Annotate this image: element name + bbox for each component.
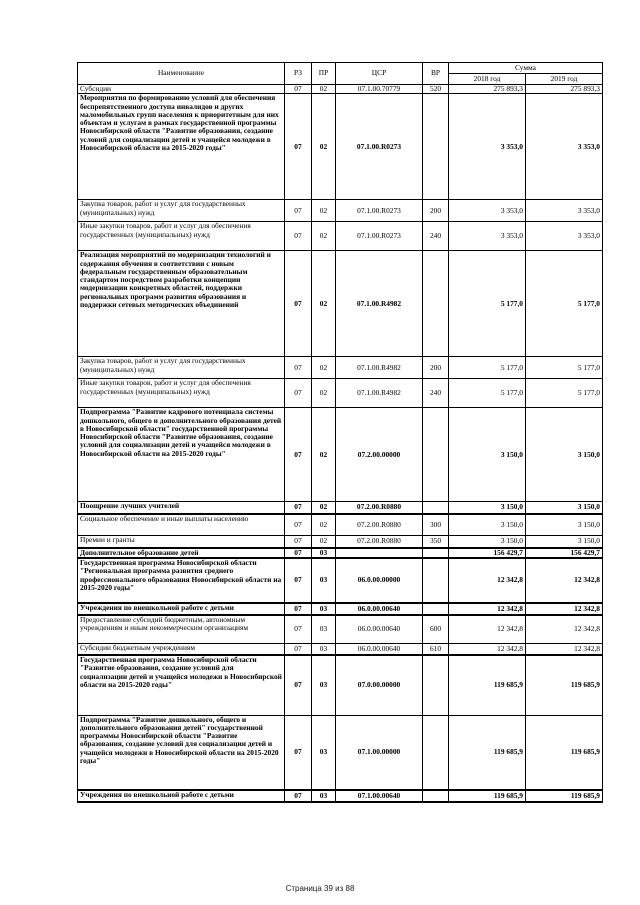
page-number: Страница 39 из 88	[285, 884, 355, 893]
row-pr: 02	[312, 408, 336, 502]
row-pr: 02	[312, 502, 336, 514]
row-amount-2018: 3 150,0	[449, 408, 526, 502]
row-amount-2018: 5 177,0	[449, 379, 526, 408]
row-csr: 06.0.00.00640	[336, 603, 423, 615]
row-rz: 07	[285, 408, 312, 502]
row-pr: 02	[312, 85, 336, 94]
row-amount-2018: 156 429,7	[449, 548, 526, 558]
row-vr	[423, 558, 449, 603]
row-rz: 07	[285, 655, 312, 715]
table-row	[78, 94, 603, 200]
row-csr: 07.2.00.00000	[336, 408, 423, 502]
row-csr: 07.1.00.R4982	[336, 379, 423, 408]
row-vr: 240	[423, 222, 449, 251]
row-amount-2018: 119 685,9	[449, 790, 526, 802]
row-vr: 240	[423, 379, 449, 408]
table-row	[78, 643, 603, 655]
row-amount-2018: 12 342,8	[449, 558, 526, 603]
row-csr: 07.1.00.R0273	[336, 94, 423, 200]
row-amount-2019: 3 353,0	[526, 94, 603, 200]
row-amount-2019: 3 353,0	[526, 222, 603, 251]
row-pr: 03	[312, 548, 336, 558]
table-row	[78, 514, 603, 536]
row-rz: 07	[285, 502, 312, 514]
row-name: Дополнительное образование детей	[78, 548, 285, 558]
row-csr: 07.1.00.70779	[336, 85, 423, 94]
row-amount-2019: 3 150,0	[526, 502, 603, 514]
row-amount-2019: 3 150,0	[526, 536, 603, 548]
row-name: Предоставление субсидий бюджетным, автономным учреждениям и иным некоммерческим организациям	[78, 615, 285, 643]
row-pr: 02	[312, 222, 336, 251]
row-pr: 03	[312, 655, 336, 715]
col-sum-header: Сумма	[449, 63, 603, 74]
row-pr: 03	[312, 643, 336, 655]
table-row	[78, 558, 603, 603]
row-name: Мероприятия по формированию условий для обеспечения беспрепятственного доступа инвалидов и других маломобильных групп населения к приоритетным для них объектам и услугам в рамках государственной программы Новосибирской области "Развитие образования, создание условий для социализации детей и учащейся молодежи в Новосибирской области на 2015-2020 годы"	[78, 94, 285, 200]
row-name: Субсидии	[78, 85, 285, 94]
row-amount-2018: 119 685,9	[449, 655, 526, 715]
col-rz-header: РЗ	[285, 63, 312, 85]
row-vr: 520	[423, 85, 449, 94]
row-pr: 03	[312, 603, 336, 615]
row-vr	[423, 408, 449, 502]
row-rz: 07	[285, 643, 312, 655]
row-rz: 07	[285, 379, 312, 408]
row-amount-2018: 3 150,0	[449, 502, 526, 514]
row-amount-2019: 119 685,9	[526, 715, 603, 790]
row-vr: 300	[423, 514, 449, 536]
row-amount-2018: 119 685,9	[449, 715, 526, 790]
row-pr: 02	[312, 251, 336, 357]
row-rz: 07	[285, 200, 312, 222]
row-amount-2018: 12 342,8	[449, 603, 526, 615]
row-amount-2018: 3 150,0	[449, 536, 526, 548]
table-row	[78, 715, 603, 790]
row-rz: 07	[285, 514, 312, 536]
row-amount-2019: 5 177,0	[526, 251, 603, 357]
row-name: Подпрограмма "Развитие дошкольного, общего и дополнительного образования детей" государственной программы Новосибирской области "Развитие образования, создание условий для социализации детей и учащейся молодежи в Новосибирской области на 2015-2020 годы"	[78, 715, 285, 790]
row-amount-2019: 156 429,7	[526, 548, 603, 558]
row-rz: 07	[285, 615, 312, 643]
row-vr: 600	[423, 615, 449, 643]
row-rz: 07	[285, 85, 312, 94]
row-amount-2018: 3 353,0	[449, 222, 526, 251]
row-amount-2018: 3 353,0	[449, 200, 526, 222]
row-vr: 610	[423, 643, 449, 655]
row-csr: 07.1.00.R0273	[336, 200, 423, 222]
table-row	[78, 502, 603, 514]
row-name: Социальное обеспечение и иные выплаты населению	[78, 514, 285, 536]
row-name: Подпрограмма "Развитие кадрового потенциала системы дошкольного, общего и дополнительного образования детей в Новосибирской области" государственной программы Новосибирской области "Развитие образования, создание условий для социализации детей и учащейся молодежи в Новосибирской области на 2015-2020 годы"	[78, 408, 285, 502]
col-name-header: Наименование	[78, 63, 285, 85]
row-name: Закупка товаров, работ и услуг для государственных (муниципальных) нужд	[78, 357, 285, 379]
row-csr: 07.1.00.00640	[336, 790, 423, 802]
row-rz: 07	[285, 548, 312, 558]
row-name: Иные закупки товаров, работ и услуг для обеспечения государственных (муниципальных) нужд	[78, 222, 285, 251]
row-rz: 07	[285, 603, 312, 615]
row-amount-2019: 12 342,8	[526, 558, 603, 603]
table-row	[78, 615, 603, 643]
row-amount-2019: 3 150,0	[526, 408, 603, 502]
row-rz: 07	[285, 536, 312, 548]
col-vr-header: ВР	[423, 63, 449, 85]
row-pr: 02	[312, 514, 336, 536]
row-name: Учреждения по внешкольной работе с детьми	[78, 790, 285, 802]
row-rz: 07	[285, 251, 312, 357]
row-csr: 06.0.00.00640	[336, 643, 423, 655]
table-row	[78, 790, 603, 802]
table-row	[78, 357, 603, 379]
table-row	[78, 603, 603, 615]
row-amount-2019: 12 342,8	[526, 643, 603, 655]
row-csr: 07.2.00.R0880	[336, 502, 423, 514]
row-csr: 07.1.00.R4982	[336, 251, 423, 357]
table-row	[78, 200, 603, 222]
row-pr: 03	[312, 615, 336, 643]
row-csr: 07.1.00.R4982	[336, 357, 423, 379]
row-rz: 07	[285, 558, 312, 603]
row-name: Учреждения по внешкольной работе с детьми	[78, 603, 285, 615]
row-pr: 02	[312, 357, 336, 379]
row-csr: 06.0.00.00640	[336, 615, 423, 643]
row-amount-2019: 12 342,8	[526, 603, 603, 615]
row-vr	[423, 655, 449, 715]
row-vr	[423, 502, 449, 514]
row-amount-2018: 12 342,8	[449, 615, 526, 643]
row-pr: 02	[312, 536, 336, 548]
row-vr: 200	[423, 200, 449, 222]
row-csr: 07.1.00.00000	[336, 715, 423, 790]
row-vr	[423, 603, 449, 615]
row-name: Реализация мероприятий по модернизации технологий и содержания обучения в соответствии с новым федеральным государственным образовательным стандартом посредством разработки концепции модернизации конкретных областей, поддержки региональных программ развития образования и поддержки сетевых методических объединений	[78, 251, 285, 357]
row-rz: 07	[285, 94, 312, 200]
row-amount-2018: 3 150,0	[449, 514, 526, 536]
table-body	[78, 85, 603, 803]
row-pr: 02	[312, 94, 336, 200]
row-amount-2018: 12 342,8	[449, 643, 526, 655]
row-pr: 03	[312, 790, 336, 802]
budget-table	[77, 62, 603, 803]
row-vr	[423, 790, 449, 802]
table-row	[78, 655, 603, 715]
row-amount-2019: 275 893,3	[526, 85, 603, 94]
col-pr-header: ПР	[312, 63, 336, 85]
table-row	[78, 379, 603, 408]
col-2018-header: 2018 год	[449, 74, 526, 85]
row-amount-2019: 3 353,0	[526, 200, 603, 222]
table-row	[78, 85, 603, 94]
row-name: Поощрение лучших учителей	[78, 502, 285, 514]
table-row	[78, 251, 603, 357]
row-csr: 07.2.00.R0880	[336, 536, 423, 548]
row-rz: 07	[285, 715, 312, 790]
row-name: Закупка товаров, работ и услуг для государственных (муниципальных) нужд	[78, 200, 285, 222]
row-name: Иные закупки товаров, работ и услуг для обеспечения государственных (муниципальных) нужд	[78, 379, 285, 408]
row-amount-2019: 12 342,8	[526, 615, 603, 643]
row-pr: 02	[312, 200, 336, 222]
row-csr: 07.2.00.R0880	[336, 514, 423, 536]
table-row	[78, 548, 603, 558]
row-name: Государственная программа Новосибирской области "Региональная программа развития среднего профессионального образования Новосибирской области на 2015-2020 годы"	[78, 558, 285, 603]
row-vr: 350	[423, 536, 449, 548]
col-2019-header: 2019 год	[526, 74, 603, 85]
row-csr	[336, 548, 423, 558]
col-csr-header: ЦСР	[336, 63, 423, 85]
row-vr	[423, 548, 449, 558]
row-csr: 07.1.00.R0273	[336, 222, 423, 251]
table-row	[78, 408, 603, 502]
row-pr: 03	[312, 715, 336, 790]
row-rz: 07	[285, 357, 312, 379]
row-amount-2019: 119 685,9	[526, 655, 603, 715]
row-name: Премии и гранты	[78, 536, 285, 548]
row-vr	[423, 94, 449, 200]
row-vr	[423, 715, 449, 790]
row-amount-2019: 3 150,0	[526, 514, 603, 536]
row-name: Субсидии бюджетным учреждениям	[78, 643, 285, 655]
row-rz: 07	[285, 222, 312, 251]
row-rz: 07	[285, 790, 312, 802]
row-vr	[423, 251, 449, 357]
row-csr: 06.0.00.00000	[336, 558, 423, 603]
row-csr: 07.0.00.00000	[336, 655, 423, 715]
row-amount-2018: 275 893,3	[449, 85, 526, 94]
row-amount-2018: 5 177,0	[449, 357, 526, 379]
row-amount-2019: 119 685,9	[526, 790, 603, 802]
row-amount-2019: 5 177,0	[526, 357, 603, 379]
row-pr: 02	[312, 379, 336, 408]
table-row	[78, 536, 603, 548]
row-amount-2019: 5 177,0	[526, 379, 603, 408]
row-pr: 03	[312, 558, 336, 603]
table-row	[78, 222, 603, 251]
row-amount-2018: 5 177,0	[449, 251, 526, 357]
row-name: Государственная программа Новосибирской области "Развитие образования, создание условий для социализации детей и учащейся молодежи в Новосибирской области на 2015-2020 годы"	[78, 655, 285, 715]
row-amount-2018: 3 353,0	[449, 94, 526, 200]
row-vr: 200	[423, 357, 449, 379]
